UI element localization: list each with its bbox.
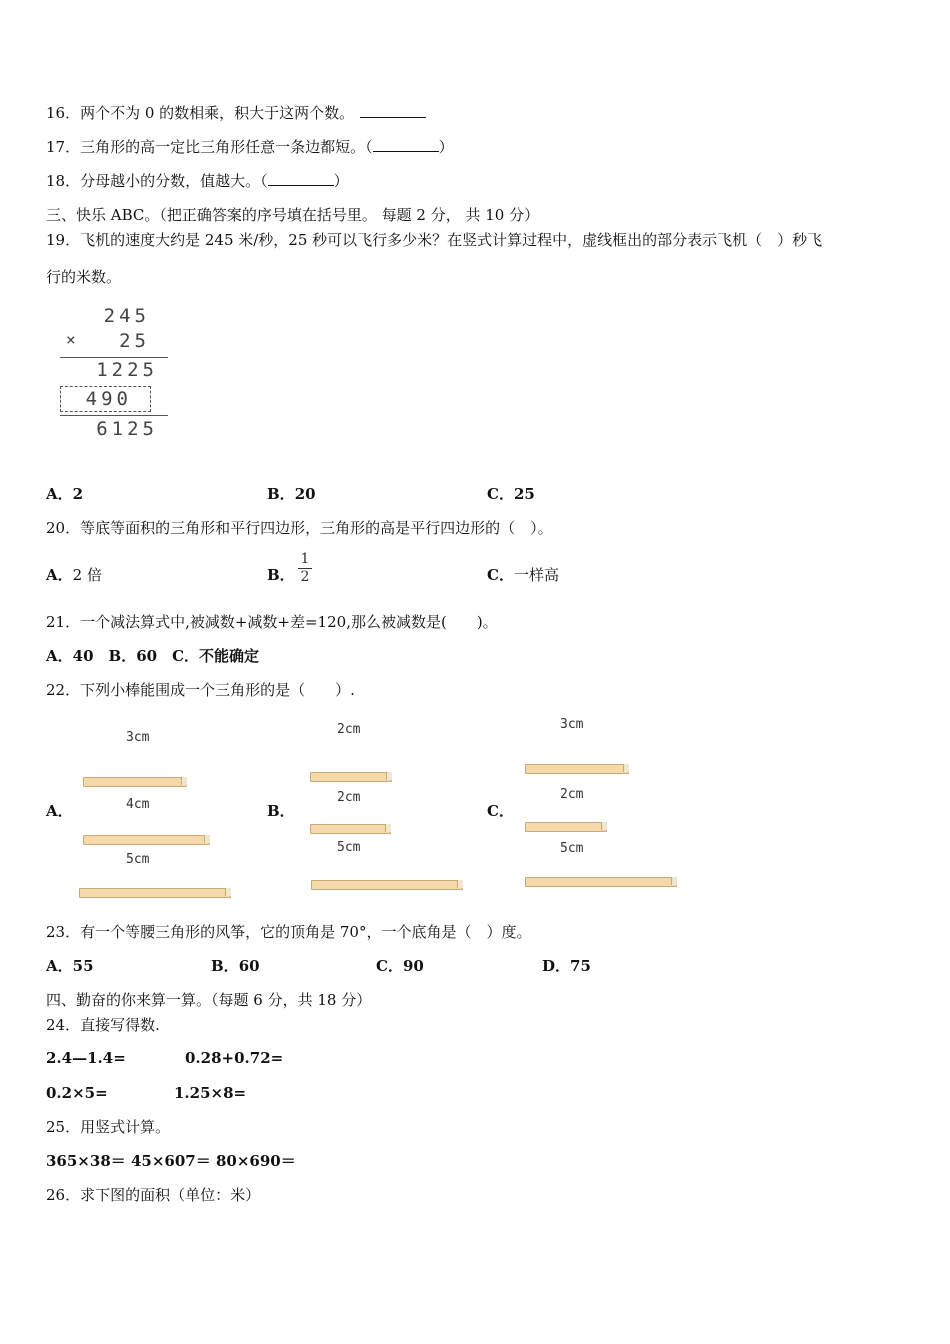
stick-2cm — [525, 822, 607, 832]
q19-option-c[interactable]: C．25 — [487, 485, 535, 503]
q19-option-a[interactable]: A．2 — [46, 485, 84, 503]
expr-2: 0.28+0.72= — [185, 1049, 284, 1067]
stick-label: 2cm — [337, 790, 361, 805]
question-23: 23．有一个等腰三角形的风筝，它的顶角是 70°，一个底角是（ ）度。 — [46, 923, 532, 941]
answer-blank[interactable] — [373, 137, 439, 152]
q19-option-b[interactable]: B．20 — [267, 485, 316, 503]
stick-2cm — [310, 824, 391, 834]
expr-3: 0.2×5= — [46, 1084, 108, 1102]
question-22: 22．下列小棒能围成一个三角形的是（ ）. — [46, 681, 355, 699]
calc-multiplicand: 245 — [103, 305, 150, 327]
stick-5cm — [525, 877, 677, 887]
stick-3cm — [83, 777, 187, 787]
stick-4cm — [83, 835, 210, 845]
question-19-line2: 行的米数。 — [46, 268, 122, 286]
q25-expressions: 365×38＝ 45×607＝ 80×690＝ — [46, 1152, 296, 1170]
stick-3cm — [525, 764, 629, 774]
expr-1: 2.4—1.4= — [46, 1049, 126, 1067]
answer-blank[interactable] — [360, 103, 426, 118]
calc-partial-2: 490 — [85, 388, 132, 410]
stick-label: 5cm — [560, 841, 584, 856]
q23-option-b[interactable]: B．60 — [211, 957, 260, 975]
stick-label: 2cm — [560, 787, 584, 802]
vertical-multiplication — [60, 305, 180, 445]
section-3-title: 三、快乐 ABC。（把正确答案的序号填在括号里。 每题 2 分， 共 10 分） — [46, 206, 540, 224]
q23-option-c[interactable]: C．90 — [376, 957, 424, 975]
fraction-one-half: $\frac{1}{2}$ — [298, 551, 312, 586]
times-sign: × — [66, 330, 76, 349]
question-25: 25．用竖式计算。 — [46, 1118, 171, 1136]
answer-blank[interactable] — [268, 171, 334, 186]
q22-option-a[interactable]: A． — [46, 802, 73, 820]
question-18: 18．分母越小的分数，值越大。（ ） — [46, 172, 349, 190]
q20-option-a[interactable]: A．2 倍 — [46, 566, 102, 584]
stick-label: 4cm — [126, 797, 150, 812]
stick-label: 2cm — [337, 722, 361, 737]
stick-label: 3cm — [560, 717, 584, 732]
q23-option-d[interactable]: D．75 — [542, 957, 591, 975]
stick-label: 5cm — [337, 840, 361, 855]
calc-rule — [60, 357, 168, 358]
stick-label: 3cm — [126, 730, 150, 745]
expr-4: 1.25×8= — [174, 1084, 247, 1102]
section-4-title: 四、勤奋的你来算一算。（每题 6 分，共 18 分） — [46, 991, 372, 1009]
stick-5cm — [79, 888, 231, 898]
q23-option-a[interactable]: A．55 — [46, 957, 94, 975]
question-17: 17．三角形的高一定比三角形任意一条边都短。（ ） — [46, 138, 454, 156]
q20-option-b[interactable]: B． — [267, 566, 295, 584]
stick-5cm — [311, 880, 463, 890]
q20-option-c[interactable]: C．一样高 — [487, 566, 559, 584]
calc-partial-1: 1225 — [96, 359, 158, 381]
question-20: 20．等底等面积的三角形和平行四边形，三角形的高是平行四边形的（ ）。 — [46, 519, 553, 537]
question-21: 21．一个减法算式中,被减数+减数+差=120,那么被减数是( )。 — [46, 613, 498, 631]
question-19-line1: 19．飞机的速度大约是 245 米/秒，25 秒可以飞行多少米？在竖式计算过程中，虚线框出的部分表示飞机（ ）秒飞 — [46, 231, 823, 249]
q21-options[interactable]: A．40 B．60 C．不能确定 — [46, 647, 260, 665]
question-24: 24．直接写得数. — [46, 1016, 160, 1034]
question-16: 16．两个不为 0 的数相乘，积大于这两个数。 — [46, 103, 426, 123]
question-26: 26．求下图的面积（单位：米） — [46, 1186, 261, 1204]
q22-option-b[interactable]: B． — [267, 802, 295, 820]
calc-rule — [60, 415, 168, 416]
q22-option-c[interactable]: C． — [487, 802, 514, 820]
calc-product: 6125 — [96, 418, 158, 440]
stick-label: 5cm — [126, 852, 150, 867]
calc-multiplier: 25 — [119, 330, 150, 352]
stick-2cm — [310, 772, 392, 782]
